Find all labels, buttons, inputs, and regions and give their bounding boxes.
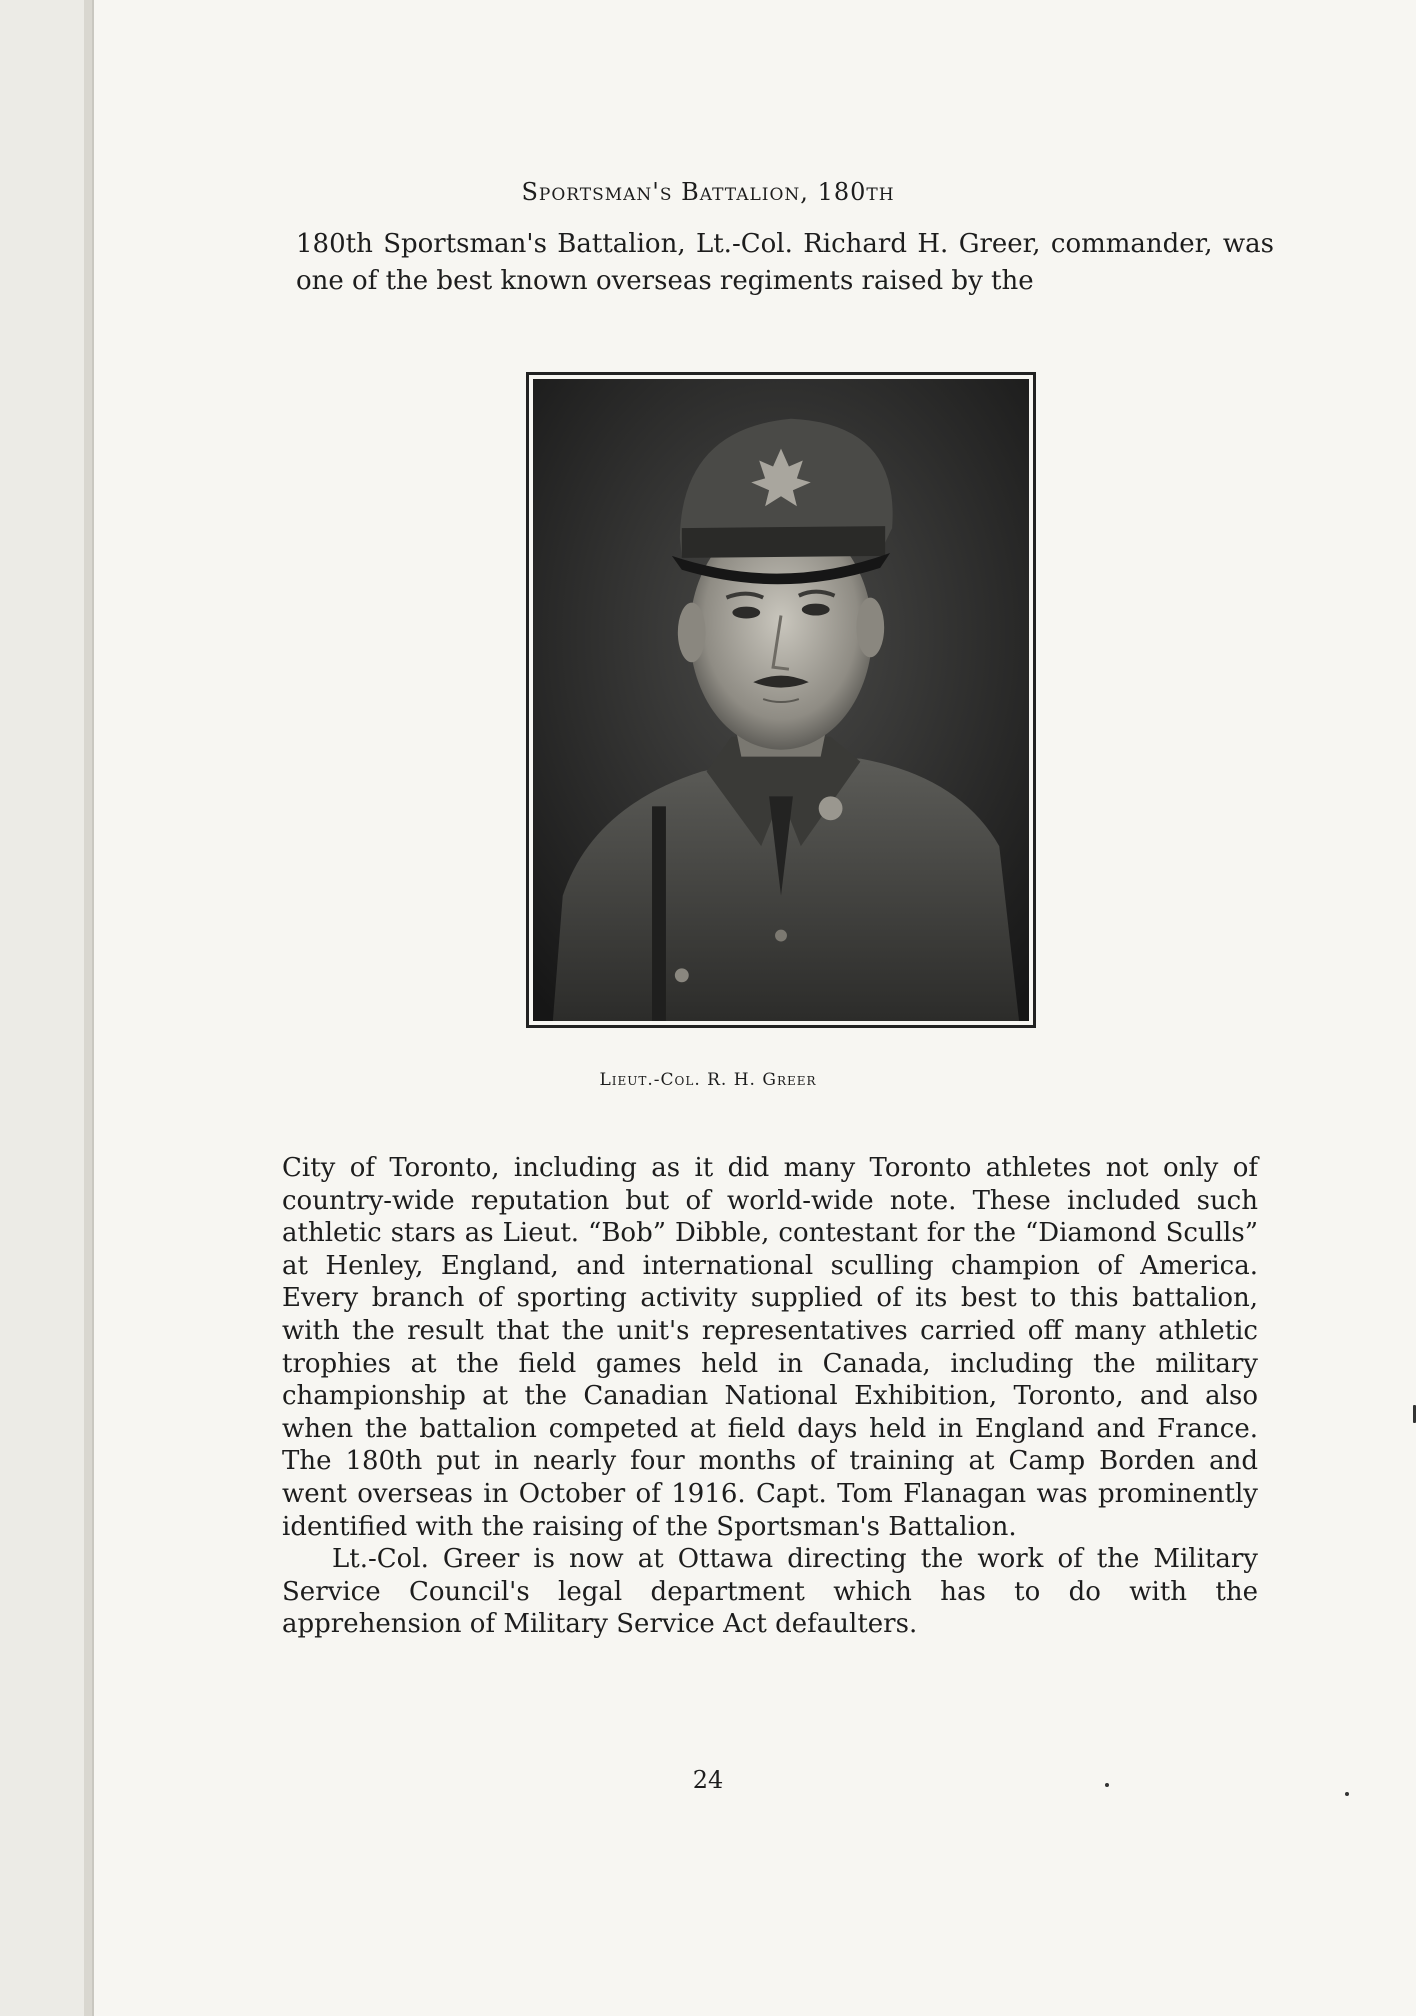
portrait-photo bbox=[533, 379, 1029, 1021]
page-number: 24 bbox=[692, 1766, 724, 1794]
portrait-photo-frame bbox=[526, 372, 1036, 1028]
scan-speck bbox=[1345, 1792, 1349, 1796]
photo-caption: Lieut.-Col. R. H. Greer bbox=[599, 1070, 817, 1090]
intro-paragraph: 180th Sportsman's Battalion, Lt.-Col. Richard H. Greer, commander, was one of the best known overseas regiments raised by the bbox=[296, 229, 1274, 296]
body-text bbox=[282, 1152, 1258, 1641]
page-heading: Sportsman's Battalion, 180th bbox=[521, 178, 895, 206]
body-paragraph-1: City of Toronto, including as it did many Toronto athletes not only of country-wide reputation but of world-wide note. These included such athletic stars as Lieut. “Bob” Dibble, contestant for the “Diamond Sculls” at Henley, England, and international sculling champion of America. Every branch of sporting activity supplied of its best to this battalion, with the result that the unit's representatives carried off many athletic trophies at the field games held in Canada, including the military championship at the Canadian National Exhibition, Toronto, and also when the battalion competed at field days held in England and France. The 180th put in nearly four months of training at Camp Borden and went overseas in October of 1916. Capt. Tom Flanagan was prominently identified with the raising of the Sportsman's Battalion. bbox=[282, 1153, 1258, 1542]
scan-speck bbox=[1105, 1783, 1109, 1787]
body-paragraph-2: Lt.-Col. Greer is now at Ottawa directing the work of the Military Service Council's legal department which has to do with the apprehension of Military Service Act defaulters. bbox=[282, 1544, 1258, 1640]
